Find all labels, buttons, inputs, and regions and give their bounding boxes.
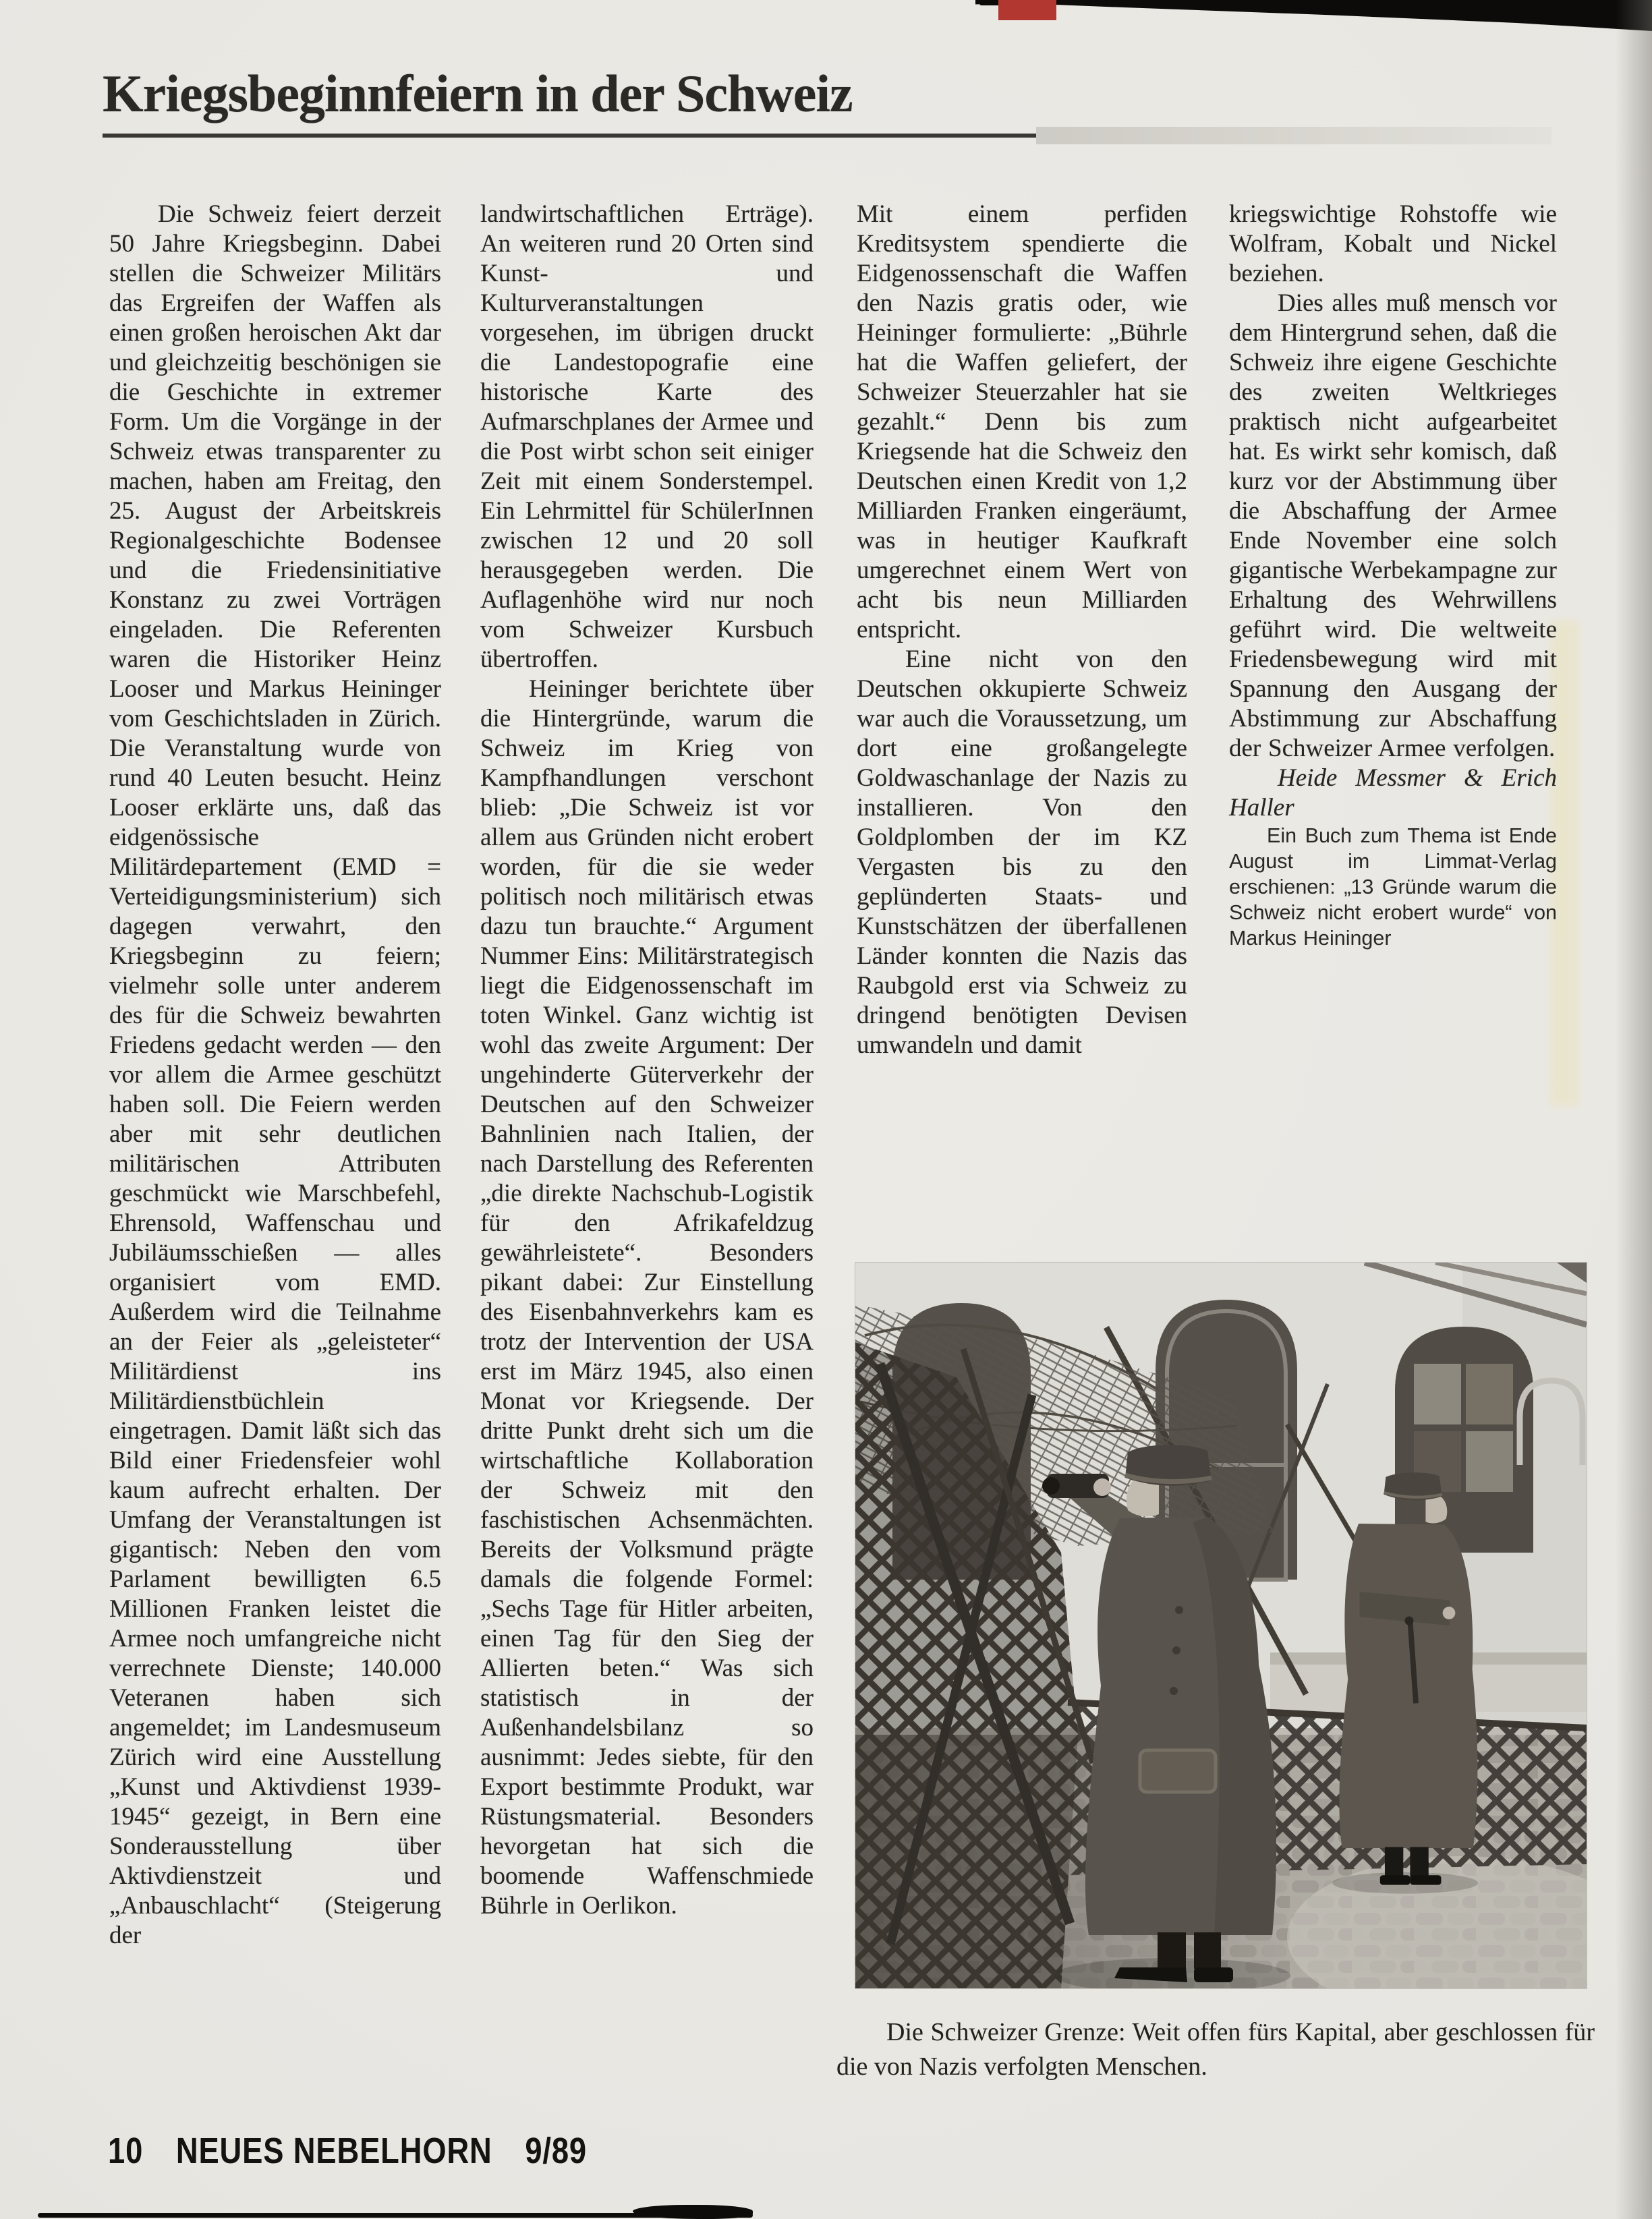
photo-caption: Die Schweizer Grenze: Weit offen fürs Kapital, aber geschlossen für die von Nazis verfolgten Menschen.	[836, 2018, 1595, 2081]
paragraph: Mit einem perfiden Kreditsystem spendierte die Eidgenossenschaft die Waffen den Nazis gratis oder, wie Heininger formulierte: „Bührle hat die Waffen geliefert, der Schweizer Steuerzahler hat sie gezahlt.“ Denn bis zum Kriegsende hat die Schweiz den Deutschen einen Kredit von 1,2 Milliarden Franken eingeräumt, was in heutiger Kaufkraft umgerechnet einem Wert von acht bis neun Milliarden entspricht.	[857, 200, 1187, 643]
text-column-3	[857, 200, 1187, 1060]
title-underline	[103, 134, 1036, 138]
article-title: Kriegsbeginnfeiern in der Schweiz	[103, 64, 853, 123]
page-footer	[108, 2130, 587, 2172]
paragraph: Die Schweiz feiert derzeit 50 Jahre Kriegsbeginn. Dabei stellen die Schweizer Militärs das Ergreifen der Waffen als einen großen heroischen Akt dar und gleichzeitig beschönigen sie die Geschichte in extremer Form. Um die Vorgänge in der Schweiz etwas transparenter zu machen, haben am Freitag, den 25. August der Arbeitskreis Regionalgeschichte Bodensee und die Friedensinitiative Konstanz zu zwei Vorträgen eingeladen. Die Referenten waren die Historiker Heinz Looser und Markus Heininger vom Geschichtsladen in Zürich. Die Veranstaltung wurde von rund 40 Leuten besucht. Heinz Looser erklärte uns, daß das eidgenössische Militärdepartement (EMD = Verteidigungsministerium) sich dagegen verwahrt, den Kriegsbeginn zu feiern; vielmehr solle unter anderem des für die Schweiz bewahrten Friedens gedacht werden — den vor allem die Armee geschützt haben soll. Die Feiern werden aber mit sehr deutlichen militärischen Attributen geschmückt wie Marschbefehl, Ehrensold, Waffenschau und Jubiläumsschießen — alles organisiert vom EMD. Außerdem wird die Teilnahme an der Feier als „geleisteter“ Militärdienst ins Militärdienstbüchlein eingetragen. Damit läßt sich das Bild einer Friedensfeier wohl kaum aufrecht erhalten. Der Umfang der Veranstaltungen ist gigantisch: Neben den vom Parlament bewilligten 6.5 Millionen Franken leistet die Armee noch umfangreiche nicht verrechnete Dienste; 140.000 Veteranen haben sich angemeldet; im Landesmuseum Zürich wird eine Ausstellung „Kunst und Aktivdienst 1939-1945“ gezeigt, in Bern eine Sonderausstellung über Aktivdienstzeit und „Anbauschlacht“ (Steigerung der	[109, 200, 441, 1949]
text-column-2	[480, 200, 814, 1921]
scan-edge-right	[1616, 0, 1652, 2219]
byline: Heide Messmer & Erich Haller	[1229, 764, 1557, 822]
book-note: Ein Buch zum Thema ist Ende August im Limmat-Verlag erschienen: „13 Gründe warum die Schweiz nicht erobert wurde“ von Markus Heininger	[1229, 824, 1557, 950]
red-registration-mark	[998, 0, 1056, 20]
text-column-4	[1229, 200, 1557, 951]
paragraph: Heininger berichtete über die Hintergründe, warum die Schweiz im Krieg von Kampfhandlungen verschont blieb: „Die Schweiz ist vor allem aus Gründen nicht erobert worden, für die sie weder politisch noch militärisch etwas dazu tun brauchte.“ Argument Nummer Eins: Militärstrategisch liegt die Eidgenossenschaft im toten Winkel. Ganz wichtig ist wohl das zweite Argument: Der ungehinderte Güterverkehr der Deutschen auf den Schweizer Bahnlinien nach Italien, der nach Darstellung des Referenten „die direkte Nachschub-Logistik für den Afrikafeldzug gewährleistete“. Besonders pikant dabei: Zur Einstellung des Eisenbahnverkehrs kam es trotz der Intervention der USA erst im März 1945, also einen Monat vor Kriegsende. Der dritte Punkt dreht sich um die wirtschaftliche Kollaboration der Schweiz mit den faschistischen Achsenmächten. Bereits der Volksmund prägte damals die folgende Formel: „Sechs Tage für Hitler arbeiten, einen Tag für den Sieg der Allierten beten.“ Was sich statistisch in der Außenhandelsbilanz so ausnimmt: Jedes siebte, für den Export bestimmte Produkt, war Rüstungsmaterial. Besonders hevorgetan hat sich die boomende Waffenschmiede Bührle in Oerlikon.	[480, 675, 814, 1920]
text-column-1	[109, 200, 441, 1951]
paragraph: Dies alles muß mensch vor dem Hintergrund sehen, daß die Schweiz ihre eigene Geschichte des zweiten Weltkrieges praktisch nicht aufgearbeitet hat. Es wirkt sehr komisch, daß kurz vor der Abstimmung über die Abschaffung der Armee Ende November eine solch gigantische Werbekampagne zur Erhaltung des Wehrwillens geführt wird. Die weltweite Friedensbewegung wird mit Spannung den Ausgang der Abstimmung zur Abschaffung der Schweizer Armee verfolgen.	[1229, 289, 1557, 762]
paragraph: kriegswichtige Rohstoffe wie Wolfram, Kobalt und Nickel beziehen.	[1229, 200, 1557, 287]
paragraph: Eine nicht von den Deutschen okkupierte Schweiz war auch die Voraussetzung, um dort eine großangelegte Goldwaschanlage der Nazis zu installieren. Von den Goldplomben der im KZ Vergasten bis zu den geplünderten Staats- und Kunstschätzen der überfallenen Länder konnten die Nazis das Raubgold erst via Schweiz zu dringend benötigten Devisen umwandeln und damit	[857, 645, 1187, 1059]
border-photo	[855, 1263, 1587, 1988]
magazine-name: NEUES NEBELHORN	[175, 2131, 492, 2171]
border-photo-illustration	[855, 1263, 1587, 1988]
page-number: 10	[108, 2131, 144, 2171]
issue-number: 9/89	[525, 2131, 588, 2171]
title-shadow-streak	[1036, 127, 1551, 144]
scan-edge-top	[975, 0, 1652, 31]
paragraph: landwirtschaftlichen Erträge). An weiteren rund 20 Orten sind Kunst- und Kulturveranstaltungen vorgesehen, im übrigen druckt die Landestopografie eine historische Karte des Aufmarschplanes der Armee und die Post wirbt schon seit einiger Zeit mit einem Sonderstempel. Ein Lehrmittel für SchülerInnen zwischen 12 und 20 soll herausgegeben werden. Die Auflagenhöhe wird nur noch vom Schweizer Kursbuch übertroffen.	[480, 200, 814, 673]
